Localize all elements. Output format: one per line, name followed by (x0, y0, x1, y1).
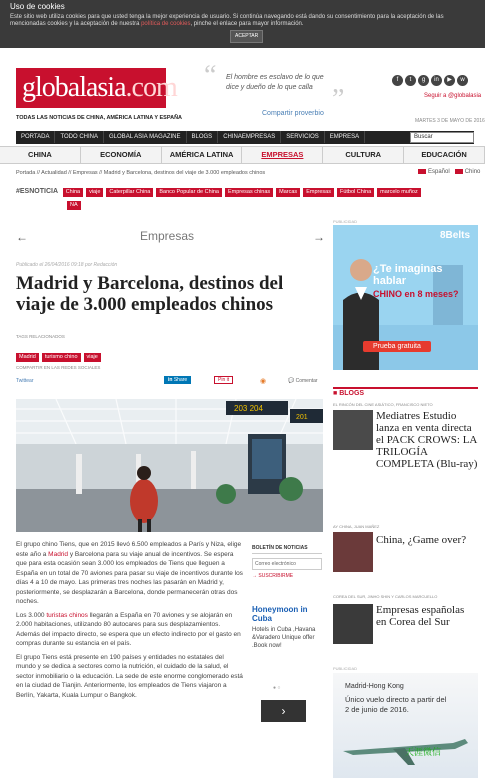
linkedin-icon[interactable]: in (431, 75, 442, 86)
blog-author: AY CHINA, JUAN MAÑEZ (333, 524, 380, 529)
article-section: Empresas (140, 229, 195, 243)
8belts-ad[interactable] (333, 225, 478, 370)
spain-flag-icon (418, 169, 426, 174)
related-tag[interactable]: viaje (84, 353, 101, 362)
newsletter-box (252, 545, 322, 579)
ad-label-2: PUBLICIDAD (333, 666, 358, 671)
topnav-blogs[interactable]: BLOGS (187, 131, 219, 143)
main-nav (0, 146, 485, 164)
header-date: MARTES 3 DE MAYO DE 2016 (415, 118, 485, 124)
nav-america-latina[interactable]: AMÉRICA LATINA (162, 147, 243, 163)
turistas-link[interactable]: turistas chinos (46, 611, 88, 619)
site-header (0, 48, 485, 130)
ad-line-1: Único vuelo directo a partir del (345, 695, 447, 704)
search-input[interactable]: Buscar (410, 132, 474, 143)
ad-text: Hotels in Cuba ,Havana &Varadero Unique offer .Book now! (252, 627, 316, 649)
tag-item[interactable]: viaje (86, 188, 103, 197)
google-plus-icon[interactable]: g (418, 75, 429, 86)
nav-empresas[interactable]: EMPRESAS (242, 147, 323, 163)
share-label: COMPARTIR EN LAS REDES SOCIALES (16, 365, 101, 370)
share-bar (16, 376, 326, 388)
site-tagline: TODAS LAS NOTICIAS DE CHINA, AMÉRICA LATINA Y ESPAÑA (16, 115, 183, 121)
china-flag-icon (455, 169, 463, 174)
blog-author: COREA DEL SUR, JINHO SHIN Y CARLOS MARCUELLO (333, 594, 438, 599)
next-arrow-icon[interactable]: → (313, 230, 325, 244)
ad-label: PUBLICIDAD (333, 219, 358, 224)
tag-item[interactable]: Fútbol China (337, 188, 374, 197)
blog-title[interactable]: China, ¿Game over? (376, 534, 467, 546)
tag-item[interactable]: Empresas chinas (225, 188, 273, 197)
twitter-icon[interactable]: t (405, 75, 416, 86)
nav-economia[interactable]: ECONOMÍA (81, 147, 162, 163)
ad-next-button[interactable]: › (261, 700, 306, 722)
topnav-servicios[interactable]: SERVICIOS (281, 131, 325, 143)
newsletter-title: BOLETÍN DE NOTICIAS (252, 545, 322, 554)
cookie-title: Uso de cookies (10, 2, 65, 11)
top-nav (16, 131, 474, 144)
prev-arrow-icon[interactable]: ← (16, 230, 28, 244)
tag-item[interactable]: Marcas (276, 188, 300, 197)
cookie-text: Este sitio web utiliza cookies para que usted tenga la mejor experiencia de usuario. Si continúa navegando está dando su consentimiento para la aceptación de las mencionadas cookies y la aceptación de nuestra política de cookies, pinche el enlace para mayor información. (10, 14, 444, 27)
gate-sign-text-2: 201 (296, 414, 308, 421)
ad-pager-dots: ● ○ (273, 685, 281, 691)
paragraph-2: Los 3.000 turistas chinos llegarán a España en 70 aviones y se alojarán en 2.000 habitaciones, utilizando 80 autocares para sus desplazamientos. Además del impacto directo, se espera que un efecto indirecto por el gasto en compras durante su estancia en el país. (16, 611, 241, 647)
cookie-accept-button[interactable]: ACEPTAR (230, 30, 263, 43)
lang-es[interactable]: Español (428, 169, 450, 176)
rss-icon[interactable]: ◉ (260, 378, 267, 385)
youtube-icon[interactable]: ▶ (444, 75, 455, 86)
follow-link[interactable]: Seguir a @globalasia (424, 93, 482, 99)
topnav-empresa[interactable]: EMPRESA (325, 131, 365, 143)
wechat-watermark: 天涯微信 (405, 747, 442, 757)
subscribe-button[interactable]: → SUSCRIBIRME (252, 573, 294, 579)
ad-headline: ¿Te imaginas hablar (373, 263, 443, 287)
close-quote-icon: ” (332, 84, 345, 115)
blog-entry[interactable] (333, 594, 478, 628)
topnav-chinaempresas[interactable]: CHINAEMPRESAS (218, 131, 281, 143)
social-icons (392, 68, 470, 86)
nav-educacion[interactable]: EDUCACIÓN (404, 147, 485, 163)
blog-entry[interactable] (333, 402, 478, 470)
related-tag[interactable]: turismo chino (42, 353, 81, 362)
blogs-header: ■ BLOGS (333, 387, 478, 397)
ad-line-2: 2 de junio de 2016. (345, 705, 409, 714)
blog-title[interactable]: Mediatres Estudio lanza en venta directa el PACK CROWS: LA TRILOGÍA COMPLETA (Blu-ray) (376, 410, 478, 470)
paragraph-3: El grupo Tiens está presente en 190 países y entidades no estatales del mundo y se dedica a sectores como la nutrición, el cuidado de la salud, el sector inmobiliario o la educación. La sede de este enorme conglomerado está en la ciudad de Tianjin. Anteriormente, los empleados de Tiens viajaron a Berlín, Yakarta, Kuala Lumpur o Bangkok. (16, 653, 243, 699)
proverb-text: El hombre es esclavo de lo que dice y dueño de lo que calla (226, 74, 324, 91)
honeymoon-ad[interactable] (252, 605, 322, 700)
blog-author: EL RINCÓN DEL CINE ASIÁTICO, FRANCISCO NIETO (333, 402, 433, 407)
nav-china[interactable]: CHINA (0, 147, 81, 163)
pinterest-button[interactable]: Pin it (214, 376, 233, 384)
gate-sign-text: 203 204 (234, 404, 263, 413)
nav-cultura[interactable]: CULTURA (323, 147, 404, 163)
paragraph-1: El grupo chino Tiens, que en 2015 llevó 6.500 empleados a París y Niza, elige este año a Madrid y Barcelona para su viaje anual de incentivos. Se espera que para esta ocasión sean 3.000 los empleados de Tiens que lleguen a España en un total de 70 aviones para pasar su viaje de incentivos durante los días 4 a 10 de mayo. Las primeras tres noches las pasarán en Madrid y, posteriormente, se desplazarán a Barcelona, donde permanecerán otras dos noches. (16, 541, 243, 605)
tag-item[interactable]: Caterpillar China (106, 188, 153, 197)
topnav-magazine[interactable]: GLOBAL ASIA MAGAZINE (104, 131, 186, 143)
comment-button[interactable]: 💬 Comentar (288, 378, 318, 384)
tag-item[interactable]: Empresas (303, 188, 334, 197)
ad-title[interactable]: Honeymoon in Cuba (252, 605, 308, 623)
madrid-link[interactable]: Madrid (48, 550, 69, 558)
related-tags (16, 345, 104, 363)
cookie-policy-link[interactable]: política de cookies (141, 21, 191, 27)
facebook-icon[interactable]: f (392, 75, 403, 86)
article-photo (16, 399, 323, 532)
esnoticia-tags (16, 185, 476, 212)
ad-cta-button[interactable]: Prueba gratuita (363, 341, 431, 352)
ad-brand: 8Belts (439, 230, 470, 241)
topnav-todo-china[interactable]: TODO CHINA (55, 131, 104, 143)
related-tags-label: TAGS RELACIONADOS (16, 334, 65, 339)
ad-route: Madrid-Hong Kong (345, 683, 404, 690)
tag-item[interactable]: marcelo muñoz (377, 188, 421, 197)
ad-subheadline: CHINO en 8 meses? (373, 289, 459, 299)
related-tag[interactable]: Madrid (16, 353, 39, 362)
weibo-icon[interactable]: w (457, 75, 468, 86)
article-body (16, 540, 244, 704)
lang-zh[interactable]: Chino (464, 169, 481, 176)
blog-entry[interactable] (333, 524, 478, 546)
tag-item[interactable]: China (63, 188, 83, 197)
language-switch (418, 169, 480, 175)
esnoticia-label: #ESNOTICIA (16, 188, 59, 195)
topnav-portada[interactable]: PORTADA (16, 131, 55, 143)
linkedin-share-button[interactable]: in Share (164, 376, 191, 384)
airline-ad[interactable] (333, 673, 478, 778)
newsletter-email-input[interactable]: Correo electrónico (252, 558, 322, 570)
share-proverb-link[interactable]: Compartir proverbio (262, 110, 324, 117)
breadcrumb: Portada // Actualidad // Empresas // Madrid y Barcelona, destinos del viaje de 3.000 empleados chinos (16, 170, 266, 176)
tag-item[interactable]: Banco Popular de China (156, 188, 222, 197)
blog-title[interactable]: Empresas españolas en Corea del Sur (376, 604, 465, 628)
open-quote-icon: “ (204, 60, 217, 91)
cookie-banner (0, 0, 485, 48)
site-logo[interactable]: globalasia.com (16, 68, 166, 108)
article-title: Madrid y Barcelona, destinos del viaje de 3.000 empleados chinos (16, 273, 284, 315)
tag-item[interactable]: NA (67, 201, 81, 210)
publish-info: Publicado el 26/04/2016 09:18 por Redacción (16, 262, 118, 268)
twitter-share-button[interactable]: Twittear (16, 378, 34, 384)
